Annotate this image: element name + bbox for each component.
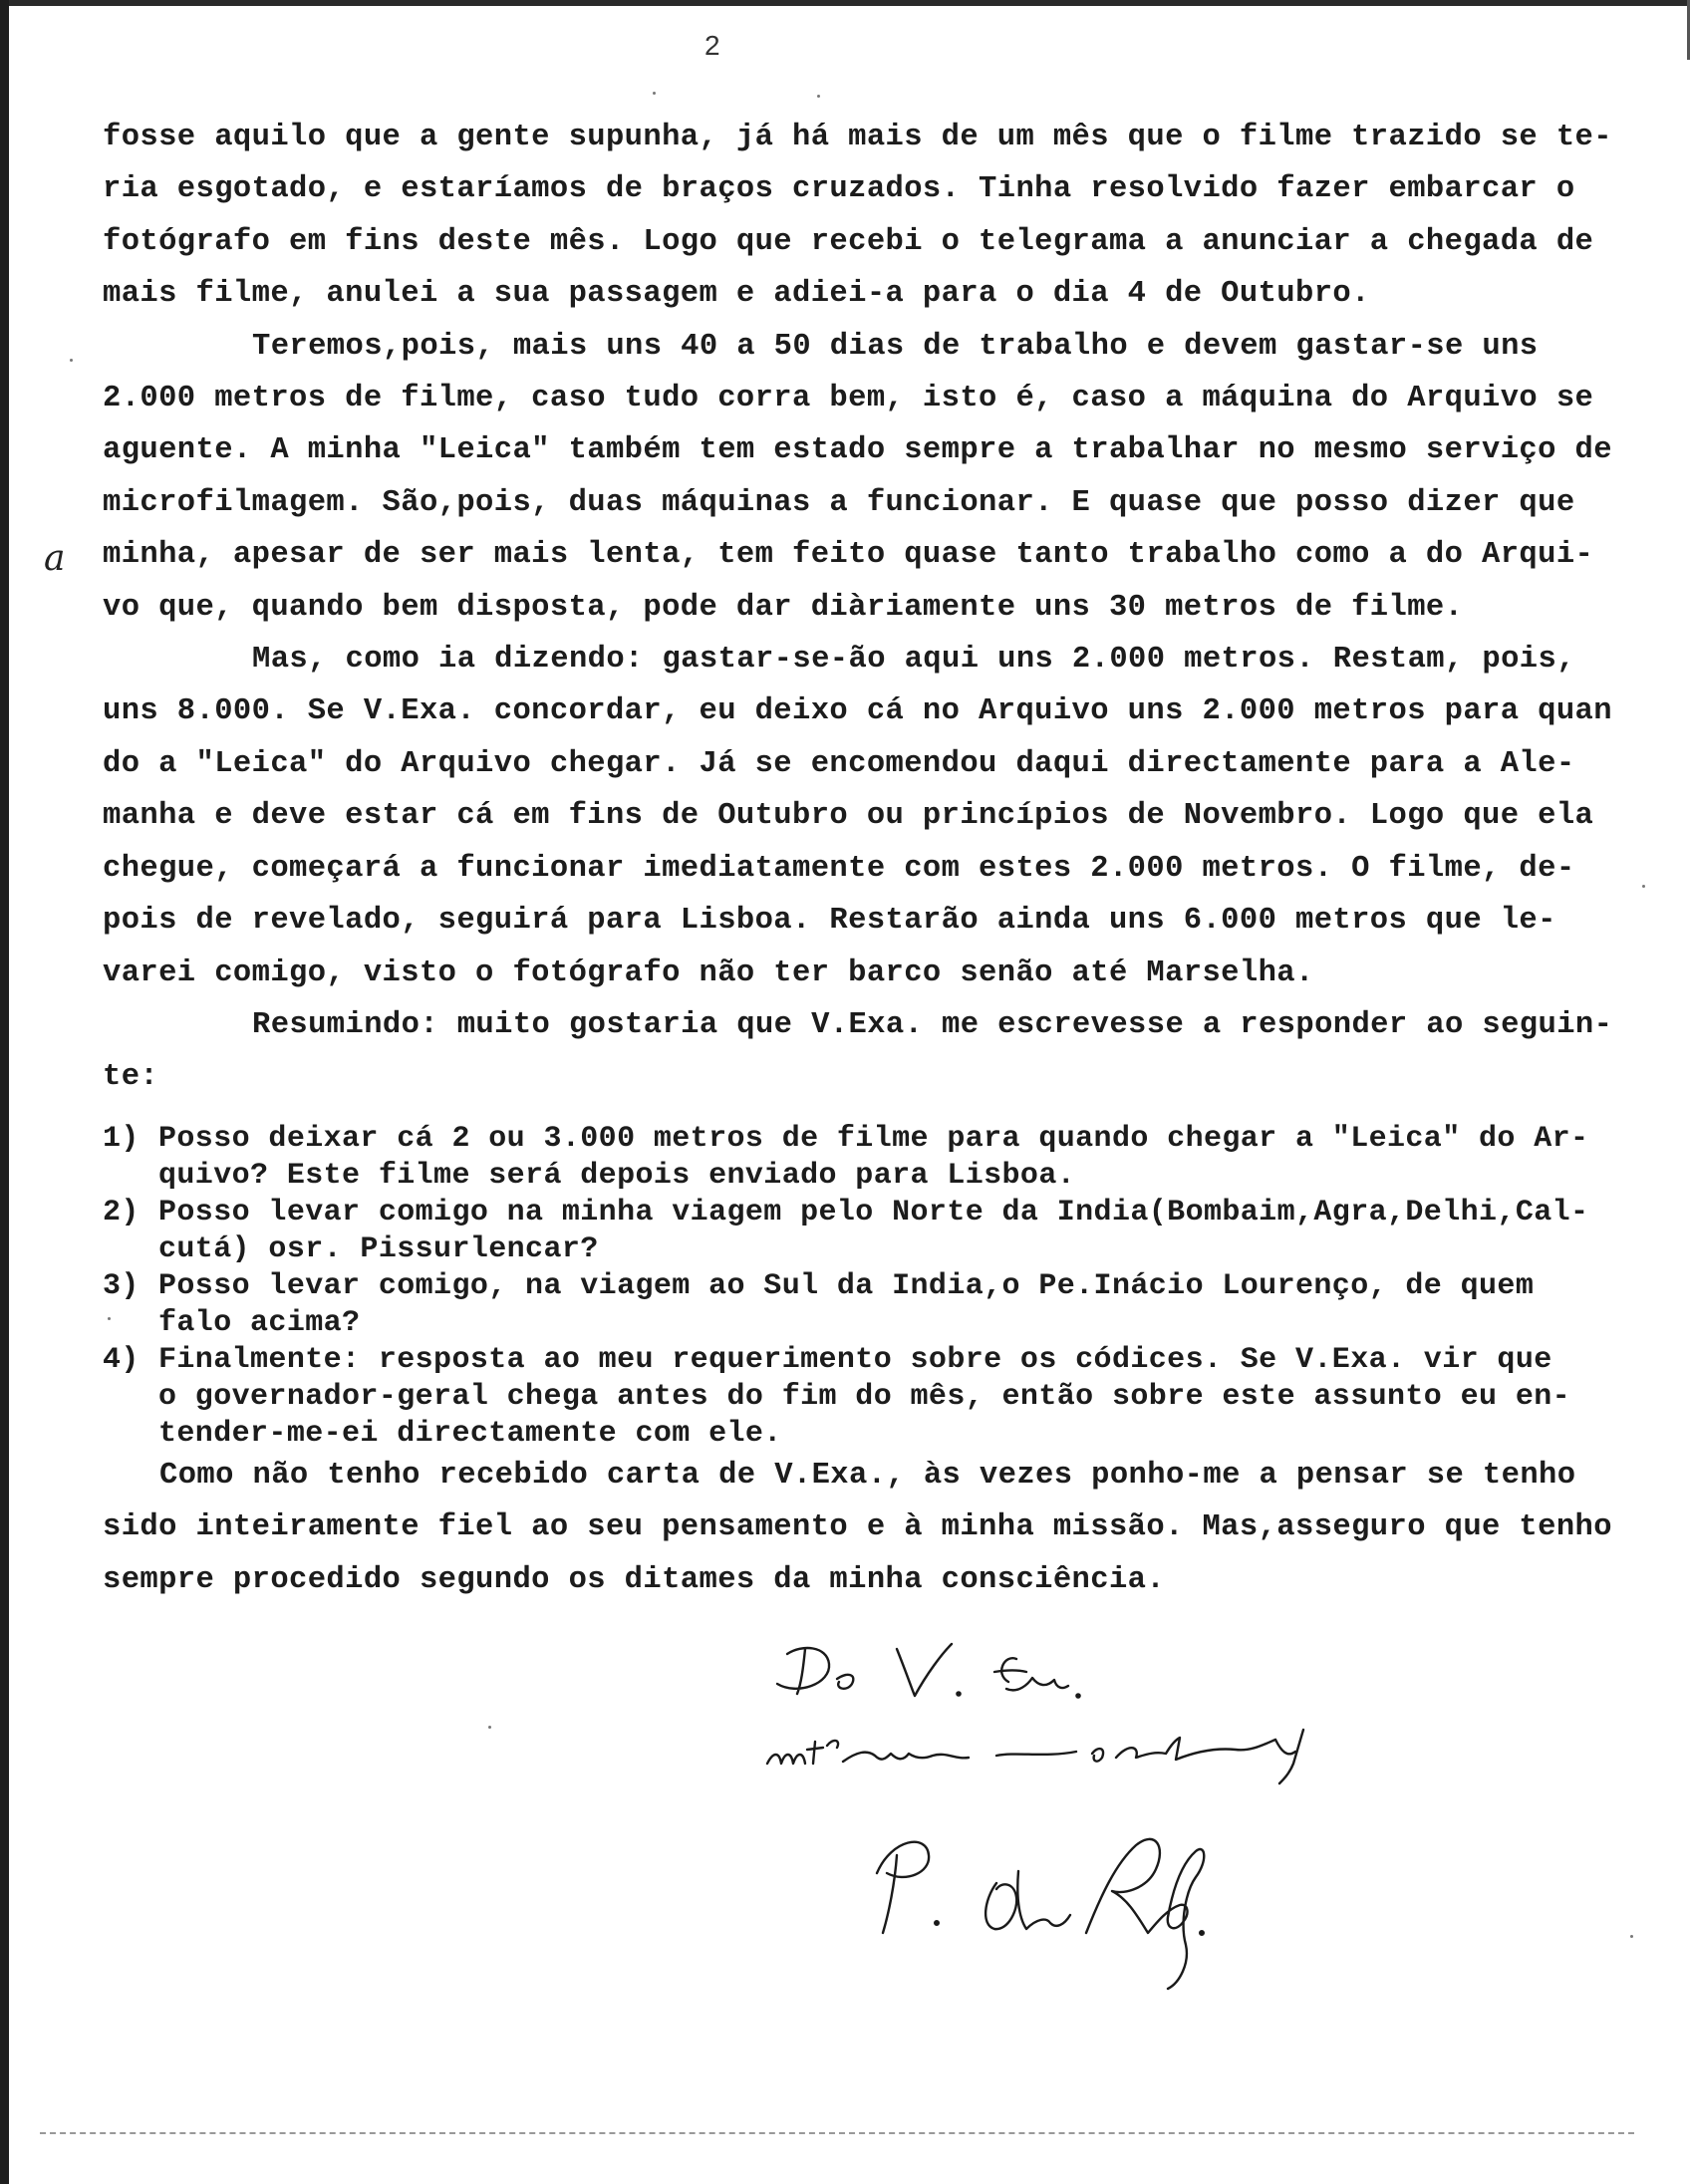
closing-paragraph	[103, 1450, 1674, 1606]
text-line: 2.000 metros de filme, caso tudo corra bem, isto é, caso a máquina do Arquivo se	[103, 382, 1594, 416]
paper-speck	[70, 359, 73, 362]
list-item	[103, 1121, 1657, 1195]
page-frame-top	[0, 0, 1690, 6]
text-line: uns 8.000. Se V.Exa. concordar, eu deixo cá no Arquivo uns 2.000 metros para quan	[103, 694, 1612, 729]
text-line: fotógrafo em fins deste mês. Logo que recebi o telegrama a anunciar a chegada de	[103, 224, 1594, 259]
text-line: do a "Leica" do Arquivo chegar. Já se encomendou daqui directamente para a Ale-	[103, 746, 1575, 781]
text-line: chegue, começará a funcionar imediatamente com estes 2.000 metros. O filme, de-	[103, 851, 1575, 886]
margin-note: a	[44, 538, 66, 579]
paper-speck	[488, 1726, 491, 1729]
list-line: Posso levar comigo, na viagem ao Sul da India,o Pe.Inácio Lourenço, de quem	[158, 1269, 1535, 1303]
text-line: ria esgotado, e estaríamos de braços cruzados. Tinha resolvido fazer embarcar o	[103, 172, 1575, 207]
signature-line-2	[767, 1730, 1303, 1783]
numbered-list	[103, 1121, 1657, 1453]
paper-speck	[1630, 1935, 1633, 1938]
text-line: vo que, quando bem disposta, pode dar diàriamente uns 30 metros de filme.	[103, 590, 1464, 625]
paper-speck	[1642, 885, 1645, 888]
list-line: o governador-geral chega antes do fim do mês, então sobre este assunto eu en-	[158, 1380, 1571, 1414]
list-line: Finalmente: resposta ao meu requerimento sobre os códices. Se V.Exa. vir que	[158, 1343, 1552, 1377]
text-line: aguente. A minha "Leica" também tem estado sempre a trabalhar no mesmo serviço de	[103, 433, 1612, 468]
signature-line-1	[777, 1644, 1080, 1698]
list-item	[103, 1195, 1657, 1268]
paragraph-2	[103, 321, 1657, 634]
list-number: 3)	[103, 1269, 140, 1303]
list-number: 1)	[103, 1122, 140, 1156]
text-line: Resumindo: muito gostaria que V.Exa. me escrevesse a responder ao seguin-	[252, 1007, 1613, 1042]
list-item	[103, 1268, 1657, 1342]
text-line: pois de revelado, seguirá para Lisboa. Restarão ainda uns 6.000 metros que le-	[103, 904, 1556, 939]
text-line: microfilmagem. São,pois, duas máquinas a funcionar. E quase que posso dizer que	[103, 485, 1575, 520]
footer-divider	[40, 2132, 1634, 2136]
text-line: manha e deve estar cá em fins de Outubro ou princípios de Novembro. Logo que ela	[103, 799, 1594, 834]
list-line: quivo? Este filme será depois enviado para Lisboa.	[158, 1159, 1076, 1193]
paper-speck	[817, 95, 820, 98]
text-line: sido inteiramente fiel ao seu pensamento e à minha missão. Mas,asseguro que tenho	[103, 1510, 1612, 1545]
paragraph-1	[103, 112, 1657, 321]
list-line: Posso deixar cá 2 ou 3.000 metros de filme para quando chegar a "Leica" do Ar-	[158, 1122, 1589, 1156]
paragraph-3	[103, 634, 1657, 999]
text-line: fosse aquilo que a gente supunha, já há mais de um mês que o filme trazido se te-	[103, 121, 1612, 154]
text-line: sempre procedido segundo os ditames da minha consciência.	[103, 1562, 1166, 1597]
list-line: falo acima?	[158, 1306, 361, 1340]
list-line: Posso levar comigo na minha viagem pelo Norte da India(Bombaim,Agra,Delhi,Cal-	[158, 1196, 1589, 1229]
list-line: cutá) osr. Pissurlencar?	[158, 1232, 599, 1266]
letter-body	[103, 112, 1657, 1104]
paper-speck	[108, 1317, 111, 1320]
text-line: varei comigo, visto o fotógrafo não ter barco senão até Marselha.	[103, 956, 1314, 990]
text-line: minha, apesar de ser mais lenta, tem feito quase tanto trabalho como a do Arqui-	[103, 538, 1594, 573]
handwritten-signature	[757, 1634, 1614, 2033]
list-number: 4)	[103, 1343, 140, 1377]
text-line: Como não tenho recebido carta de V.Exa., às vezes ponho-me a pensar se tenho	[159, 1459, 1576, 1493]
text-line: te:	[103, 1060, 159, 1095]
list-number: 2)	[103, 1196, 140, 1229]
signature-line-3	[877, 1839, 1204, 1989]
page-number: 2	[704, 30, 720, 61]
text-line: mais filme, anulei a sua passagem e adiei-a para o dia 4 de Outubro.	[103, 277, 1370, 312]
paragraph-4	[103, 999, 1657, 1104]
text-line: Mas, como ia dizendo: gastar-se-ão aqui uns 2.000 metros. Restam, pois,	[252, 643, 1575, 678]
list-line: tender-me-ei directamente com ele.	[158, 1417, 782, 1451]
list-item	[103, 1342, 1657, 1453]
paper-speck	[653, 92, 656, 95]
text-line: Teremos,pois, mais uns 40 a 50 dias de trabalho e devem gastar-se uns	[252, 329, 1539, 364]
page-frame-left	[0, 0, 9, 2184]
